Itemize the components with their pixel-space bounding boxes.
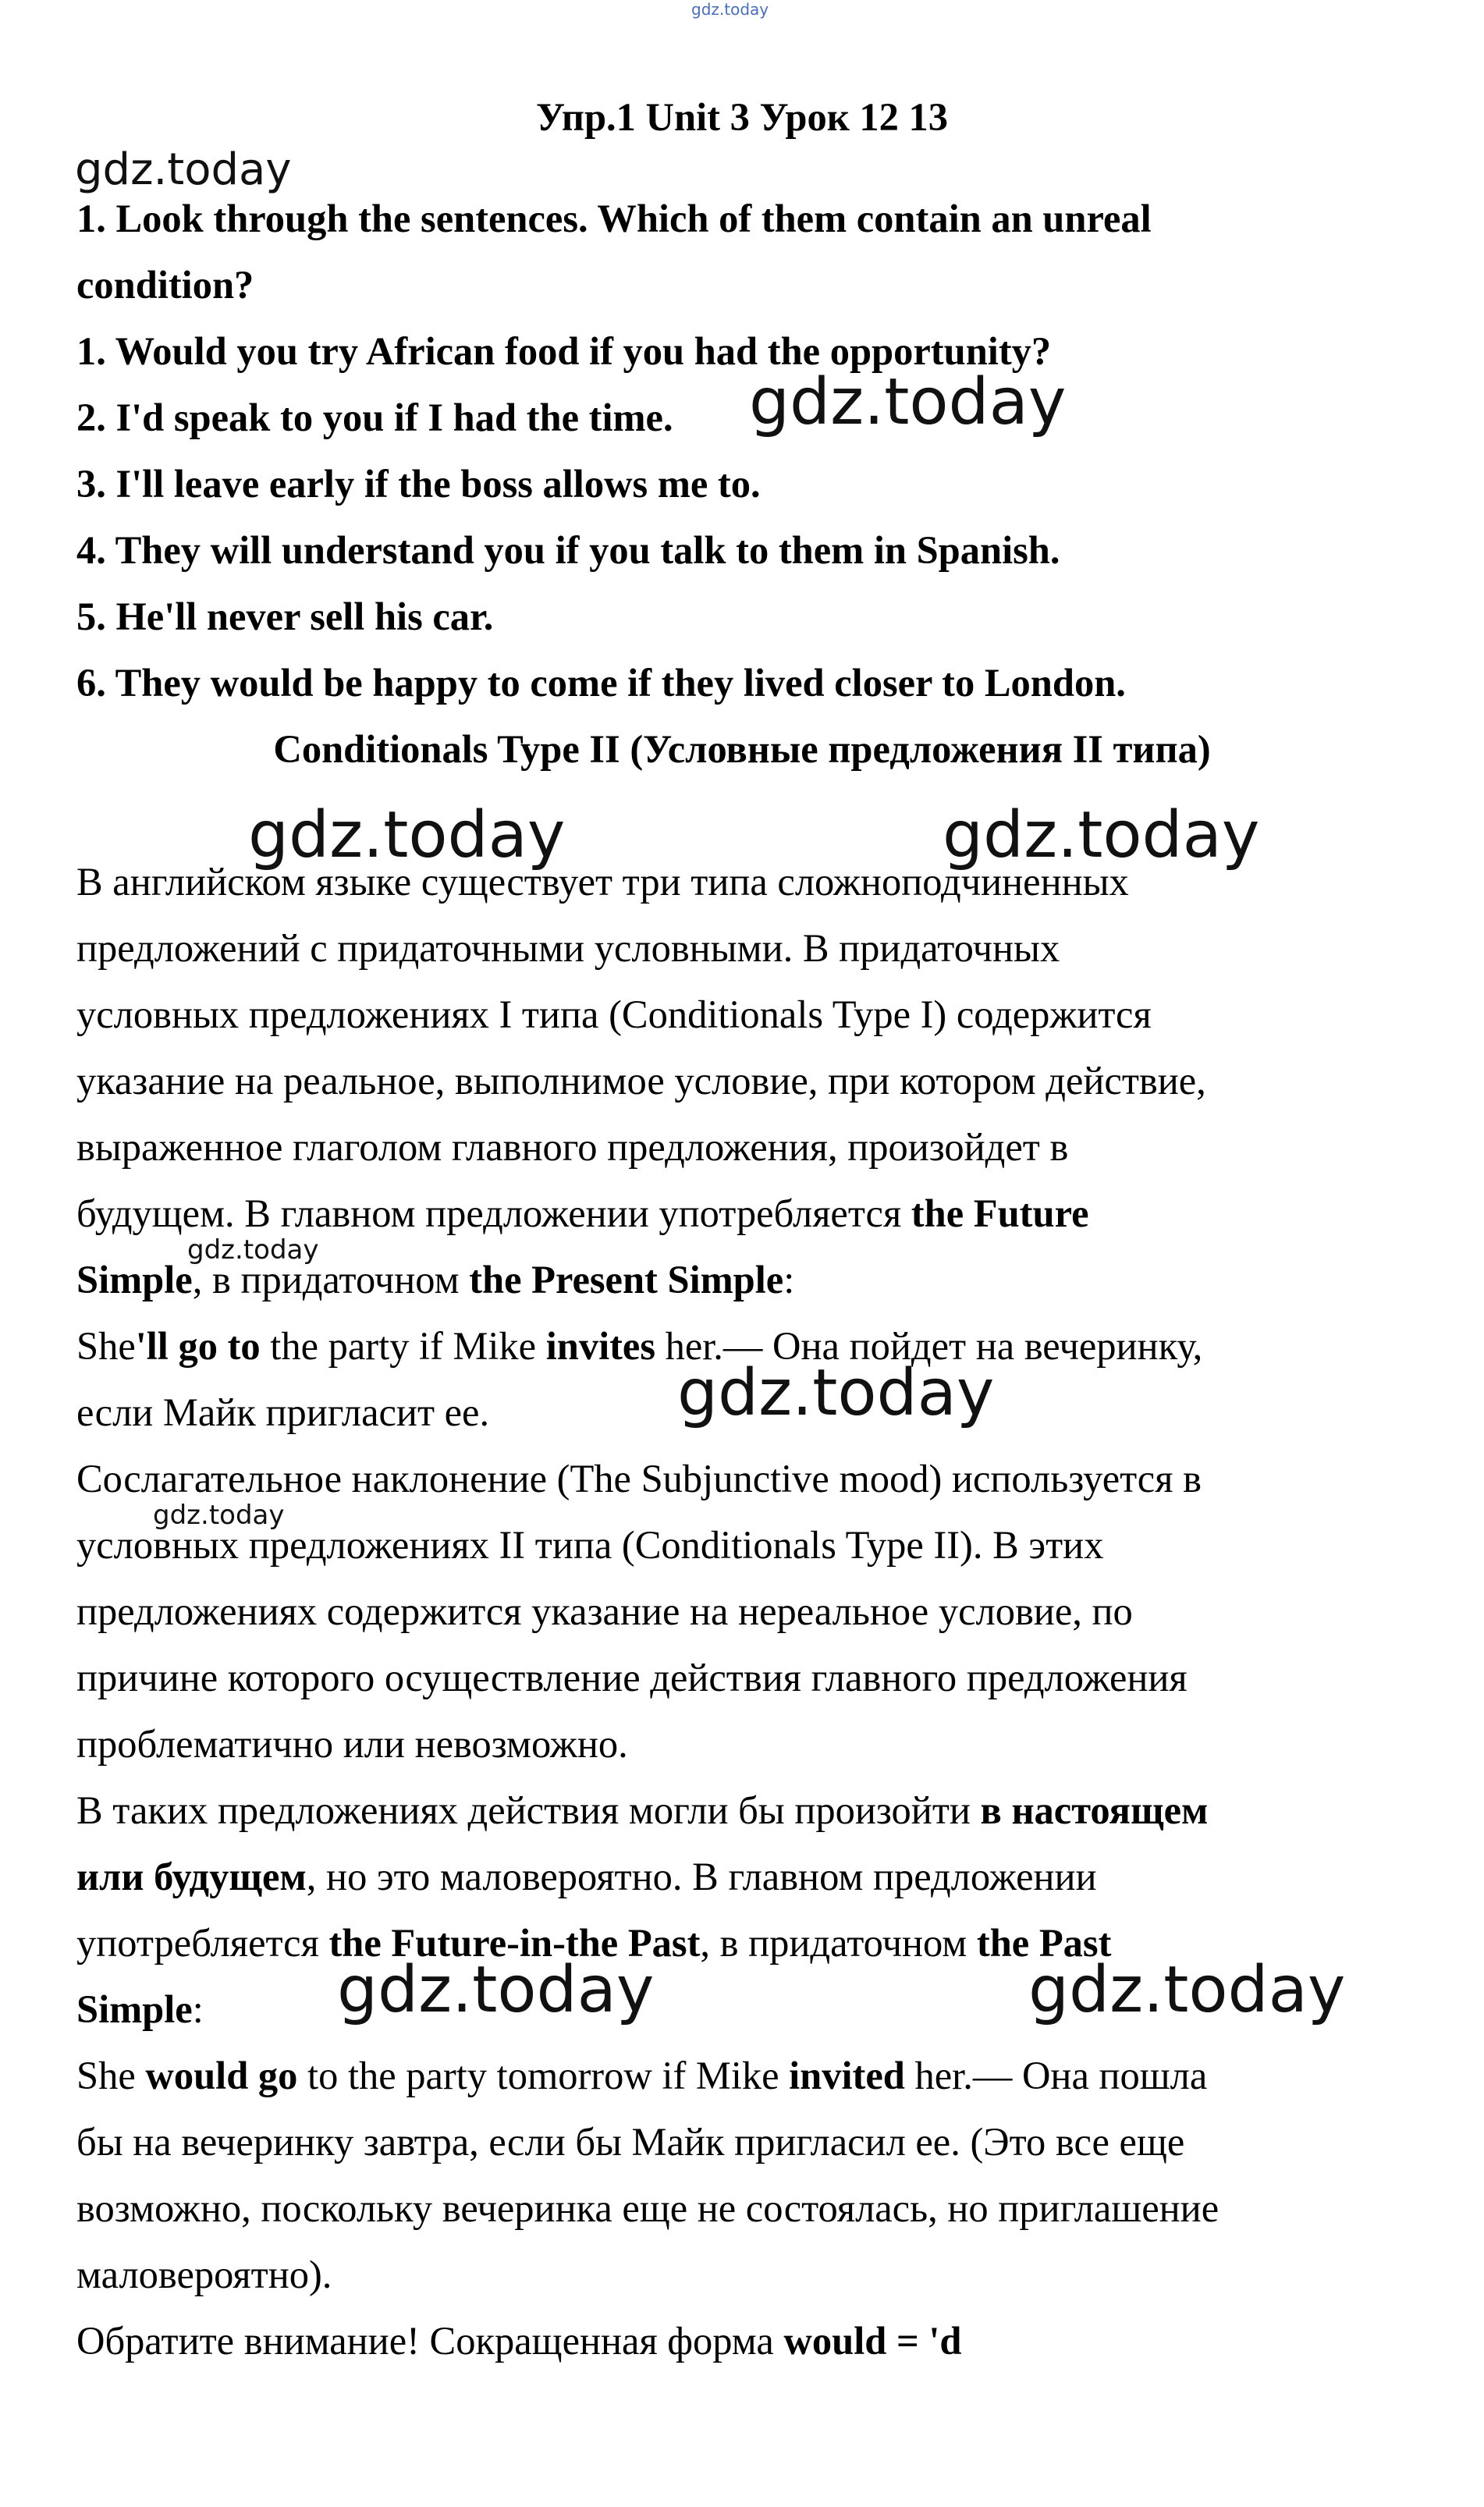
text-span: В таких предложениях действия могли бы произойти [76, 1788, 981, 1832]
theory-line: причине которого осуществление действия главного предложения [76, 1656, 1188, 1699]
watermark: gdz.today [153, 1500, 285, 1531]
theory-line: условных предложениях II типа (Conditionals Type II). В этих [76, 1523, 1104, 1567]
term-the-past: the Past [976, 1921, 1112, 1965]
watermark: gdz.today [187, 1234, 319, 1266]
watermark: gdz.today [337, 1953, 655, 2027]
note-line [76, 2317, 962, 2364]
watermark: gdz.today [75, 144, 292, 195]
text-span: She [76, 2054, 146, 2097]
sentence-3: 3. I'll leave early if the boss allows me to. [76, 462, 761, 506]
text-span: Обратите внимание! Сокращенная форма [76, 2319, 784, 2363]
sentence-5: 5. He'll never sell his car. [76, 595, 494, 638]
theory-heading: Conditionals Type II (Условные предложения II типа) [273, 727, 1211, 771]
theory-line: предложениях содержится указание на нереальное условие, по [76, 1589, 1133, 1633]
term-future-in-the-past: the Future-in-the Past [328, 1921, 701, 1965]
theory-line [76, 1787, 1208, 1834]
term-ll-go-to: 'll go to [135, 1324, 261, 1368]
text-span: the party if Mike [260, 1324, 546, 1368]
watermark: gdz.today [943, 798, 1260, 872]
text-span: : [192, 1987, 204, 2031]
text-span: She [76, 1324, 136, 1368]
term-invites: invites [545, 1324, 655, 1368]
theory-line: проблематично или невозможно. [76, 1722, 628, 1766]
watermark-top: gdz.today [691, 0, 769, 19]
text-span: будущем. В главном предложении употребляется [76, 1191, 911, 1235]
instruction-line-1: 1. Look through the sentences. Which of them contain an unreal [76, 197, 1152, 240]
sentence-2: 2. I'd speak to you if I had the time. [76, 396, 673, 439]
watermark: gdz.today [1028, 1953, 1346, 2027]
watermark: gdz.today [749, 365, 1067, 439]
term-present: в настоящем [980, 1788, 1209, 1832]
text-span: her.— Она пошла [904, 2054, 1208, 2097]
theory-line [76, 1986, 204, 2033]
text-span: : [783, 1258, 795, 1301]
sentence-6: 6. They would be happy to come if they lived closer to London. [76, 661, 1126, 705]
example-line [76, 1323, 1202, 1369]
theory-line [76, 1190, 1089, 1237]
theory-line: условных предложениях I типа (Conditionals Type I) содержится [76, 993, 1152, 1036]
theory-line [76, 1853, 1097, 1900]
page-title: Упр.1 Unit 3 Урок 12 13 [535, 95, 949, 139]
text-span: , в придаточном [192, 1258, 470, 1301]
watermark: gdz.today [677, 1356, 995, 1430]
example-line [76, 2052, 1207, 2099]
term-simple: Simple [76, 1987, 193, 2031]
text-span: , но это маловероятно. В главном предложении [306, 1855, 1097, 1898]
text-span: , в придаточном [700, 1921, 977, 1965]
text-span: употребляется [76, 1921, 329, 1965]
term-simple: Simple [76, 1258, 193, 1301]
theory-line [76, 1256, 794, 1303]
example-line: бы на вечеринку завтра, если бы Майк пригласил ее. (Это все еще [76, 2120, 1185, 2164]
text-span: her.— Она пойдет на вечеринку, [655, 1324, 1203, 1368]
example-line: возможно, поскольку вечеринка еще не состоялась, но приглашение [76, 2186, 1220, 2230]
theory-line: Сослагательное наклонение (The Subjunctive mood) используется в [76, 1457, 1202, 1500]
text-span: to the party tomorrow if Mike [297, 2054, 790, 2097]
theory-line: В английском языке существует три типа сложноподчиненных [76, 860, 1129, 904]
example-line: маловероятно). [76, 2253, 332, 2296]
term-would-go: would go [145, 2054, 298, 2097]
example-line: если Майк пригласит ее. [76, 1390, 490, 1434]
theory-line: выраженное глаголом главного предложения, произойдет в [76, 1125, 1069, 1169]
term-future-simple: the Future [911, 1191, 1089, 1235]
theory-line: предложений с придаточными условными. В придаточных [76, 926, 1060, 970]
term-present-simple: the Present Simple [469, 1258, 784, 1301]
watermark: gdz.today [248, 798, 566, 872]
term-invited: invited [789, 2054, 905, 2097]
instruction-line-2: condition? [76, 263, 254, 307]
term-future: или будущем [76, 1855, 307, 1898]
sentence-1: 1. Would you try African food if you had the opportunity? [76, 329, 1052, 373]
theory-line: указание на реальное, выполнимое условие, при котором действие, [76, 1059, 1206, 1103]
term-would-contraction: would = 'd [783, 2319, 962, 2363]
sentence-4: 4. They will understand you if you talk to them in Spanish. [76, 528, 1060, 572]
